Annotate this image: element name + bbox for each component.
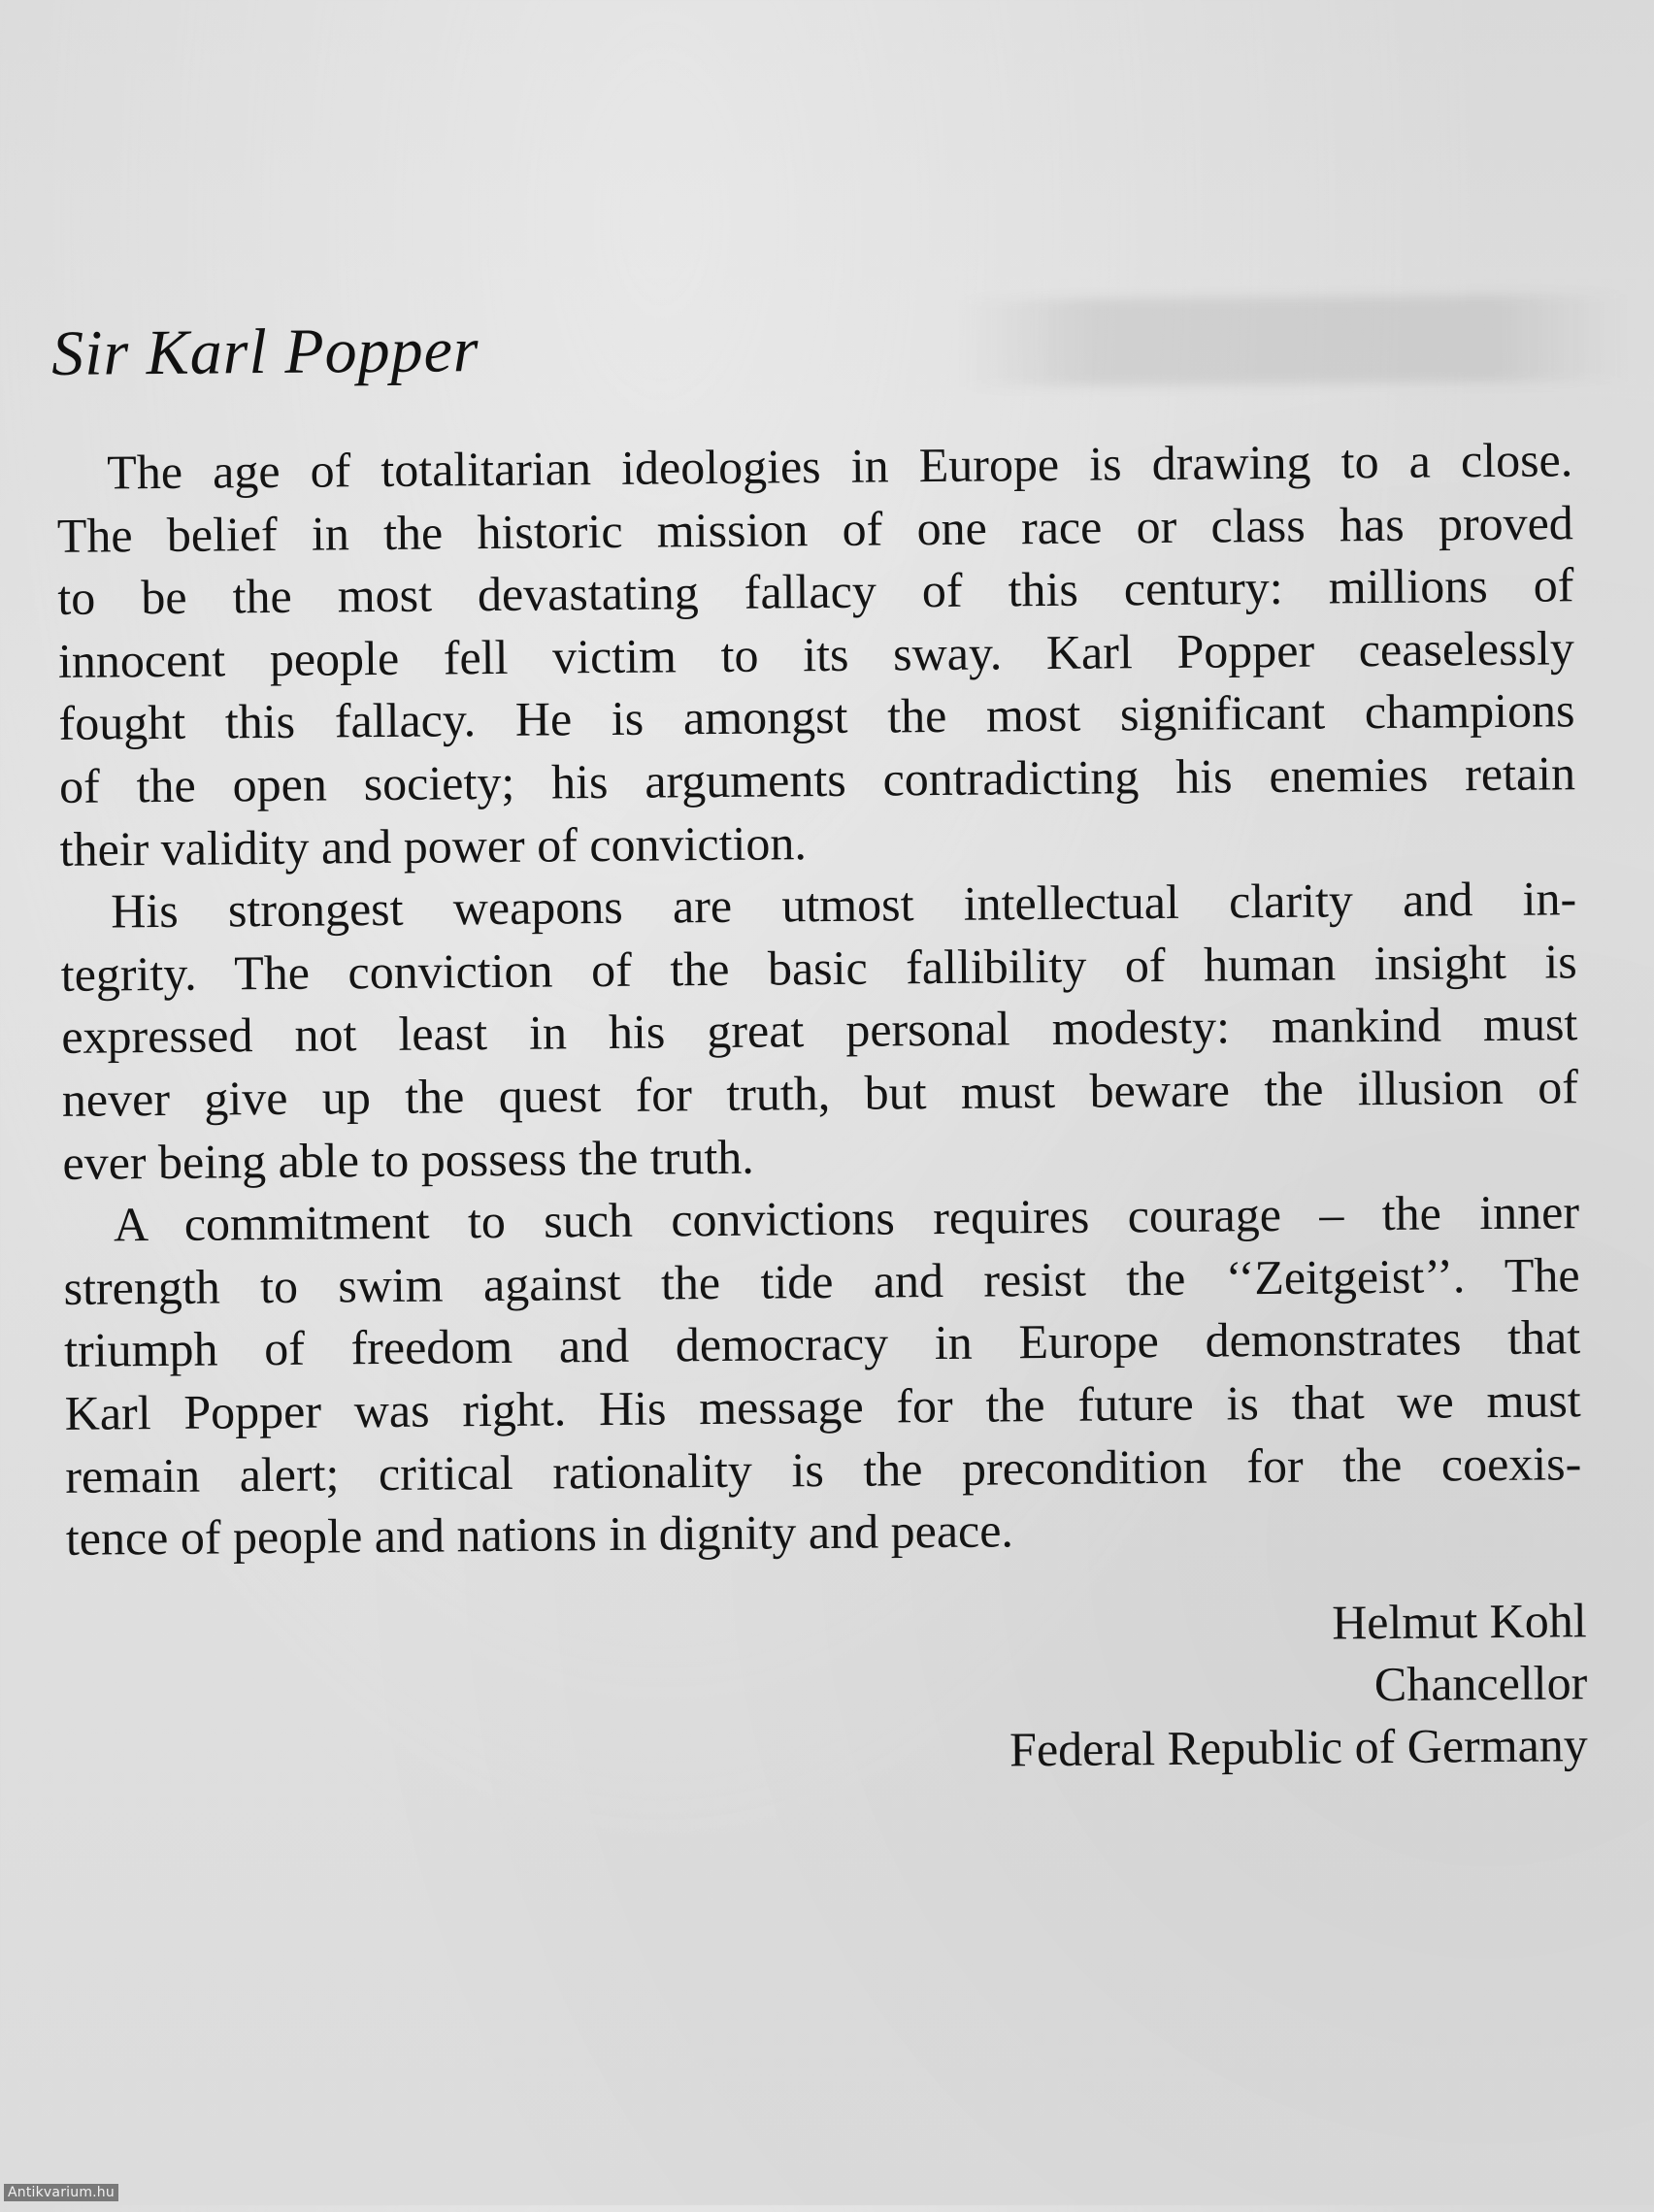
paragraph-3 xyxy=(63,1180,1582,1569)
text-line: remain alert; critical rationality is the precondition for the coexis- xyxy=(65,1435,1582,1503)
signatory-country: Federal Republic of Germany xyxy=(1009,1717,1589,1777)
text-line: A commitment to such convictions requires courage – the inner xyxy=(113,1184,1580,1252)
text-line: ever being able to possess the truth. xyxy=(62,1129,755,1190)
show-through-text xyxy=(958,294,1629,387)
text-line: expressed not least in his great personal modesty: mankind must xyxy=(61,996,1578,1065)
page-title: Sir Karl Popper xyxy=(50,314,480,389)
text-line: The belief in the historic mission of one race or class has proved xyxy=(56,494,1574,563)
paragraph-2 xyxy=(60,867,1579,1194)
text-line: triumph of freedom and democracy in Europe demonstrates that xyxy=(63,1309,1581,1378)
signatory-name: Helmut Kohl xyxy=(1331,1593,1587,1650)
text-line: of the open society; his arguments contradicting his enemies retain xyxy=(58,745,1576,813)
text-line: His strongest weapons are utmost intellectual clarity and in- xyxy=(110,871,1577,939)
paragraph-1 xyxy=(56,428,1576,880)
signature-block xyxy=(1009,1589,1588,1780)
text-line: innocent people fell victim to its sway. Karl Popper ceaselessly xyxy=(57,620,1575,688)
signatory-title: Chancellor xyxy=(1373,1655,1588,1712)
text-line: Karl Popper was right. His message for the future is that we must xyxy=(64,1372,1581,1440)
text-line: tence of people and nations in dignity and peace. xyxy=(65,1502,1014,1566)
text-line: to be the most devastating fallacy of this century: millions of xyxy=(57,557,1574,626)
text-line: fought this fallacy. He is amongst the most significant champions xyxy=(58,682,1575,751)
watermark-label: Antikvarium.hu xyxy=(4,2184,118,2201)
text-line: The age of totalitarian ideologies in Europe is drawing to a close. xyxy=(107,432,1573,500)
text-line: never give up the quest for truth, but must beware the illusion of xyxy=(61,1059,1579,1127)
text-line: strength to swim against the tide and resist the ‘‘Zeitgeist’’. The xyxy=(63,1246,1580,1315)
article-body xyxy=(56,428,1582,1569)
text-line: their validity and power of conviction. xyxy=(59,814,808,876)
text-line: tegrity. The conviction of the basic fallibility of human insight is xyxy=(60,934,1577,1002)
